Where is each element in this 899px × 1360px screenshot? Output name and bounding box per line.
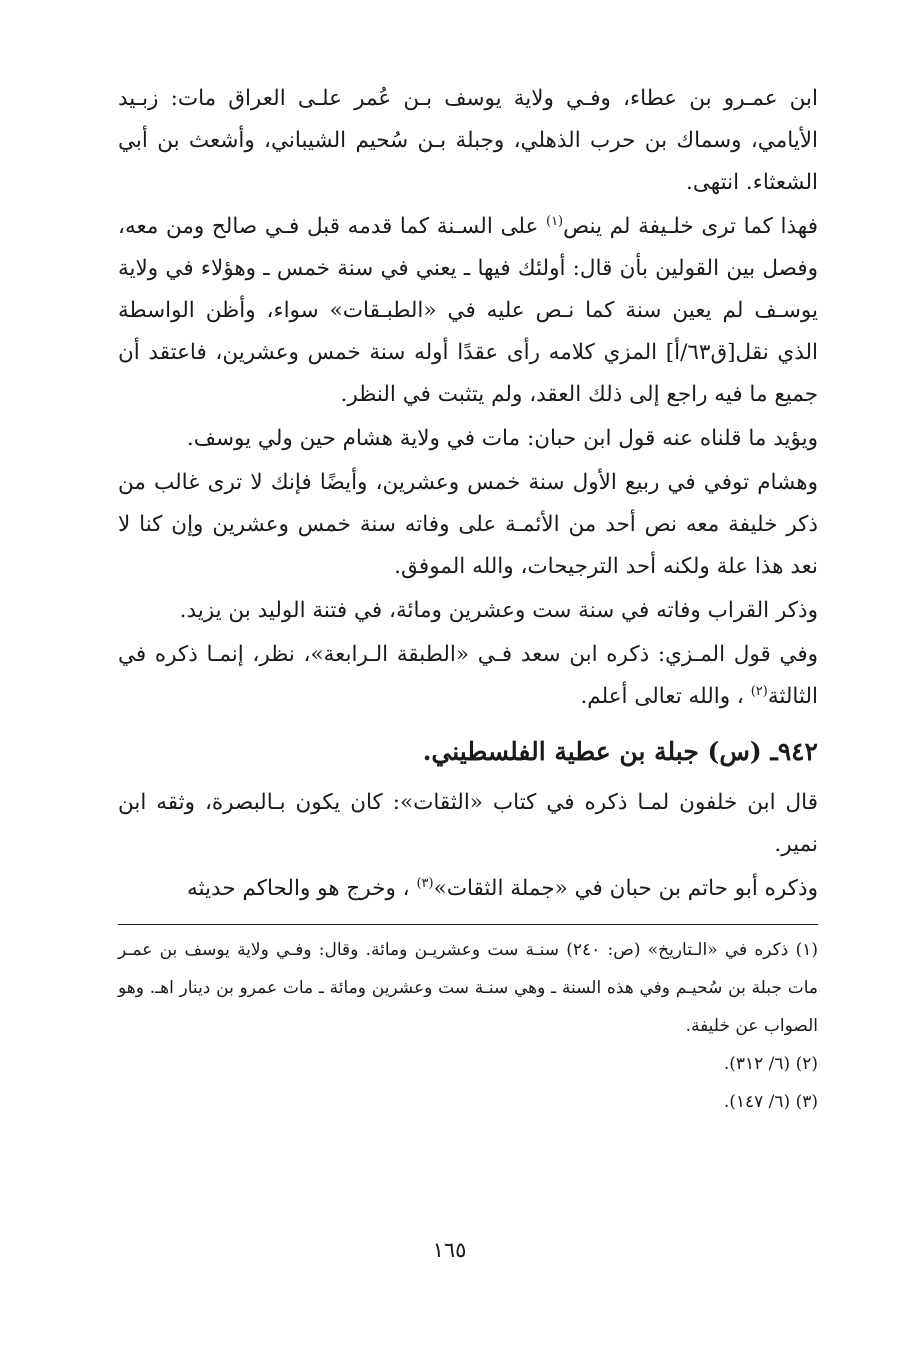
paragraph-1-text: ابن عمـرو بن عطاء، وفـي ولاية يوسف بـن عُمر علـى العراق مات: زبـيد الأيامي، وسماك بن حرب الذهلي، وجبلة بـن سُحيم الشيباني، وأشعث بن أبي الشعثاء. انتهى. — [118, 86, 818, 195]
paragraph-1 — [118, 78, 818, 204]
footnote-1: (١) ذكره في «الـتاريخ» (ص: ٢٤٠) سنـة ست وعشريـن ومائة. وقال: وفـي ولاية يوسف بن عمـر مات جبلة بن سُحيـم وفي هذه السنة ـ وهي سنـة ست وعشرين ومائة ـ مات عمرو بن دينار اهـ. وهو الصواب عن خليفة. — [118, 940, 818, 1036]
page-number: ١٦٥ — [432, 1238, 467, 1262]
paragraph-2-text-end: على السـنة كما قدمه قبل فـي صالح ومن معه، وفصل بين القولين بأن قال: أولئك فيها ـ يعني في سنة خمس ـ وهؤلاء في ولاية يوسـف لم يعين سنة كما نـص عليه في «الطبـقات» سواء، وأظن الواسطة الذي نقل[ق٦٣/أ] المزي كلامه رأى عقدًا أوله سنة خمس وعشرين، فاعتقد أن جميع ما فيه راجع إلى ذلك العقد، ولم يتثبت في النظر. — [118, 214, 818, 407]
footnote-ref-2: (٢) — [750, 683, 768, 699]
entry-paragraph-1-text: قال ابن خلفون لمـا ذكره في كتاب «الثقات»: كان يكون بـالبصرة، وثقه ابن نمير. — [118, 790, 818, 857]
paragraph-2 — [118, 206, 818, 416]
paragraph-4 — [118, 462, 818, 588]
footnote-ref-3: (٣) — [416, 875, 434, 891]
paragraph-5-text: وذكر القراب وفاته في سنة ست وعشرين ومائة، في فتنة الوليد بن يزيد. — [179, 598, 818, 623]
paragraph-6-text-start: وفي قول المـزي: ذكره ابن سعد فـي «الطبقة الـرابعة»، نظر، إنمـا ذكره في الثالثة — [118, 642, 818, 709]
paragraph-6 — [118, 634, 818, 718]
entry-paragraph-2 — [118, 868, 818, 910]
paragraph-3 — [118, 418, 818, 460]
paragraph-5 — [118, 590, 818, 632]
paragraph-2-text-start: فهذا كما ترى خلـيفة لم ينص — [563, 214, 818, 239]
footnote-separator — [118, 924, 818, 925]
paragraph-4-text: وهشام توفي في ربيع الأول سنة خمس وعشرين، وأيضًا فإنك لا ترى غالب من ذكر خليفة معه نص أحد من الأئمـة على وفاته سنة خمس وعشرين وإن كنا لا نعد هذا علة ولكنه أحد الترجيحات، والله الموفق. — [118, 470, 818, 579]
paragraph-3-text: ويؤيد ما قلناه عنه قول ابن حبان: مات في ولاية هشام حين ولي يوسف. — [186, 426, 818, 451]
paragraph-6-text-end: ، والله تعالى أعلم. — [580, 684, 751, 709]
entry-heading: ٩٤٢ـ (س) جبلة بن عطية الفلسطيني. — [422, 737, 818, 766]
footnote-2: (٢) (٦/ ٣١٢). — [723, 1054, 818, 1074]
entry-paragraph-2-text-start: وذكره أبو حاتم بن حبان في «جملة الثقات» — [433, 876, 818, 901]
footnotes — [118, 931, 818, 1121]
entry-paragraph-2-text-end: ، وخرج هو والحاكم حديثه — [187, 876, 417, 901]
footnote-ref-1: (١) — [545, 213, 564, 229]
entry-paragraph-1 — [118, 782, 818, 866]
footnote-3: (٣) (٦/ ١٤٧). — [723, 1092, 818, 1112]
page-content — [118, 78, 818, 1121]
